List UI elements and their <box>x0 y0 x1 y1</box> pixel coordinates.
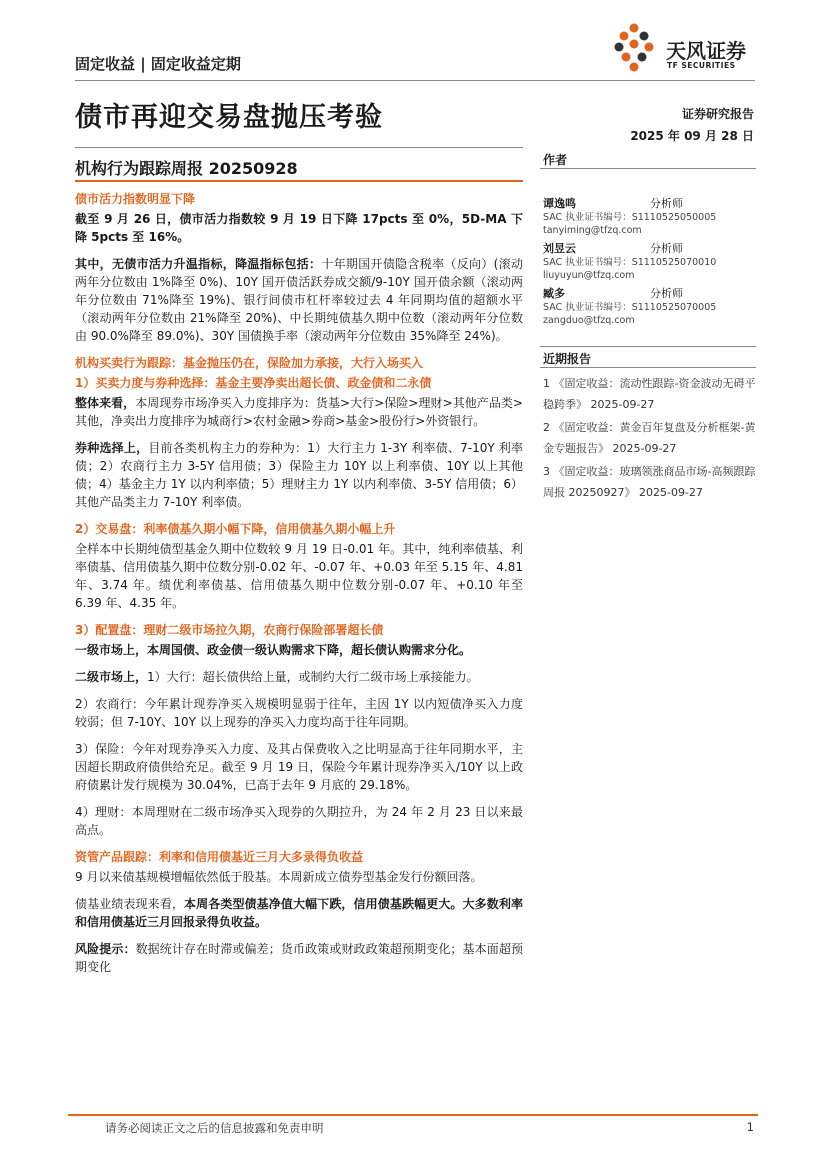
section-heading: 债市活力指数明显下降 <box>75 192 196 206</box>
paragraph <box>75 895 523 931</box>
bold-lead: 风险提示： <box>75 942 136 956</box>
report-date: 2025 年 09 月 28 日 <box>630 129 754 143</box>
bold-lead: 二级市场上， <box>75 670 148 684</box>
paragraph-text: 十年期国开债隐含税率（反向）(滚动两年分位数由 1%降至 0%)、10Y 国开债活跃券成交额/9-10Y 国开债余额（滚动两年分位数由 71%降至 19%)、银行间债市杠杆率较过去 4 年同期均值的超额水平（滚动两年分位数由 21%降至 20%)、中长期纯债基久期中位数（滚动两年分位数由 90.0%降至 89.0%)、30Y 国债换手率（滚动两年分位数由 35%降至 24%)。 <box>75 257 523 343</box>
report-subtitle: 机构行为跟踪周报 20250928 <box>75 159 298 178</box>
recent-top-divider <box>540 346 756 347</box>
paragraph-text: 目前各类机构主力的券种为：1）大行主力 1-3Y 利率债、7-10Y 利率债；2）农商行主力 3-5Y 信用债；3）保险主力 10Y 以上利率债、10Y 以上其他债；4）基金主力 1Y 以内利率债；5）理财主力 1Y 以内利率债、3-5Y 信用债；6）其他产品类主力 7-10Y 利率债。 <box>75 441 523 509</box>
bold-lead: 整体来看， <box>75 396 136 410</box>
page-number: 1 <box>746 1120 754 1134</box>
paragraph: 全样本中长期纯债型基金久期中位数较 9 月 19 日-0.01 年。其中，纯利率债基、利率债基、信用债基久期中位数分别-0.02 年、-0.07 年、+0.03 年至 5.15 年、4.81 年、3.74 年。绩优利率债基、信用债基久期中位数分别-0.07 年、+0.10 年至 6.39 年、4.35 年。 <box>75 542 523 610</box>
sub-heading: 2）交易盘：利率债基久期小幅下降，信用债基久期小幅上升 <box>75 522 396 536</box>
paragraph <box>75 439 523 511</box>
analyst-email[interactable]: zangduo@tfzq.com <box>543 315 635 326</box>
header-divider <box>75 80 755 81</box>
paragraph: 9 月以来债基规模增幅依然低于股基。本周新成立债券型基金发行份额回落。 <box>75 870 483 884</box>
paragraph <box>75 394 523 430</box>
recent-reports-label: 近期报告 <box>543 352 592 366</box>
analyst-card <box>543 195 756 237</box>
footer-disclaimer: 请务必阅读正文之后的信息披露和免责申明 <box>105 1121 324 1135</box>
logo-name: 天风证券 <box>666 39 746 63</box>
paragraph: 3）保险：今年对现券净买入力度、及其占保费收入之比明显高于往年同期水平，主因超长期政府债供给充足。截至 9 月 19 日，保险今年累计现券净买入/10Y 以上政府债累计发行规模为 30.04%，已高于去年 9 月底的 29.18%。 <box>75 742 523 792</box>
analyst-role: 分析师 <box>650 242 683 255</box>
analyst-cert: SAC 执业证书编号：S1110525070005 <box>543 302 717 313</box>
paragraph <box>75 255 523 345</box>
sub-heading: 3）配置盘：理财二级市场拉久期，农商行保险部署超长债 <box>75 623 384 637</box>
analyst-role: 分析师 <box>650 287 683 300</box>
bold-lead: 券种选择上， <box>75 441 149 455</box>
bold-text: 本周各类型债基净值大幅下跌，信用债基跌幅更大。大多数利率和信用债基近三月回报录得负收益。 <box>75 897 523 929</box>
paragraph-text: 债基业绩表现来看， <box>75 897 184 911</box>
footer-divider <box>68 1114 758 1116</box>
analyst-name: 刘昱云 <box>543 242 576 255</box>
paragraph <box>75 668 523 686</box>
sub-heading: 1）买卖力度与券种选择：基金主要净卖出超长债、政金债和二永债 <box>75 376 432 390</box>
section-heading: 机构买卖行为跟踪：基金抛压仍在，保险加力承接，大行入场买入 <box>75 356 424 370</box>
paragraph-text: 本周现券市场净买入力度排序为：货基>大行>保险>理财>其他产品类>其他，净卖出力度排序为城商行>农村金融>券商>基金>股份行>外资银行。 <box>75 396 523 428</box>
analyst-role: 分析师 <box>650 197 683 210</box>
title-divider <box>75 147 523 148</box>
section-heading: 资管产品跟踪：利率和信用债基近三月大多录得负收益 <box>75 850 364 864</box>
main-content <box>75 190 523 985</box>
analyst-card <box>543 285 756 327</box>
recent-divider <box>540 367 756 368</box>
report-type: 证券研究报告 <box>681 107 754 121</box>
analyst-cert: SAC 执业证书编号：S1110525050005 <box>543 212 717 223</box>
paragraph: 2）农商行：今年累计现券净买入规模明显弱于往年，主因 1Y 以内短债净买入力度较弱；但 7-10Y、10Y 以上现券的净买入力度均高于往年同期。 <box>75 697 523 729</box>
analyst-cert: SAC 执业证书编号：S1110525070010 <box>543 257 717 268</box>
authors-divider <box>540 168 756 169</box>
analyst-email[interactable]: liuyuyun@tfzq.com <box>543 270 635 281</box>
analyst-card <box>543 240 756 282</box>
recent-report-item[interactable]: 1 《固定收益：流动性跟踪-资金波动无碍平稳跨季》 2025-09-27 <box>543 377 756 411</box>
paragraph-text: 1）大行：超长债供给上量，或制约大行二级市场上承接能力。 <box>147 670 479 684</box>
risk-warning <box>75 940 523 976</box>
paragraph: 一级市场上，本周国债、政金债一级认购需求下降，超长债认购需求分化。 <box>75 643 472 657</box>
report-title: 债市再迎交易盘抛压考验 <box>75 102 383 133</box>
logo-subtitle: TF SECURITIES <box>667 61 736 70</box>
recent-reports-list <box>543 373 756 505</box>
paragraph: 截至 9 月 26 日，债市活力指数较 9 月 19 日下降 17pcts 至 0%，5D-MA 下降 5pcts 至 16%。 <box>75 212 523 244</box>
recent-report-item[interactable]: 2 《固定收益：黄金百年复盘及分析框架-黄金专题报告》 2025-09-27 <box>543 421 756 455</box>
report-category: 固定收益 | 固定收益定期 <box>75 55 241 73</box>
subtitle-underline <box>75 180 523 182</box>
bold-lead: 其中，无债市活力升温指标，降温指标包括： <box>75 257 322 271</box>
analyst-name: 谭逸鸣 <box>543 197 576 210</box>
analyst-email[interactable]: tanyiming@tfzq.com <box>543 225 642 236</box>
analyst-name: 臧多 <box>543 287 565 300</box>
paragraph: 4）理财：本周理财在二级市场净买入现券的久期拉升，为 24 年 2 月 23 日以来最高点。 <box>75 805 523 837</box>
authors-label: 作者 <box>543 153 568 167</box>
paragraph-text: 数据统计存在时滞或偏差；货币政策或财政政策超预期变化；基本面超预期变化 <box>75 942 523 974</box>
recent-report-item[interactable]: 3 《固定收益：玻璃领涨商品市场-高频跟踪周报 20250927》 2025-09-27 <box>543 465 756 499</box>
